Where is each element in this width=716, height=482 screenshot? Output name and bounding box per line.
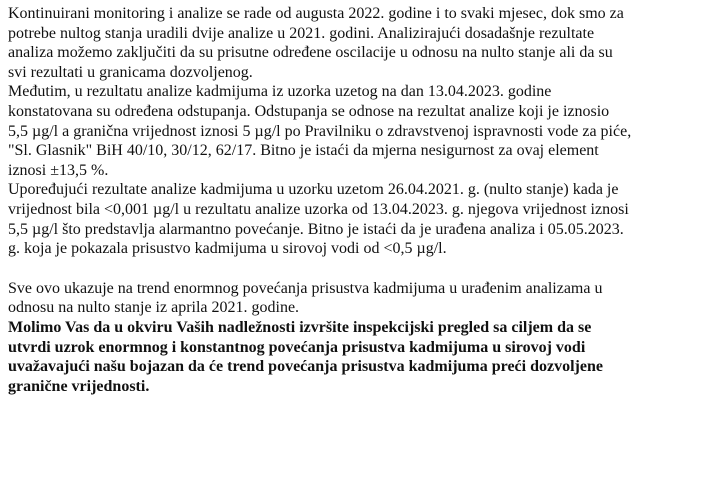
paragraph-trend: Sve ovo ukazuje na trend enormnog povećanja prisustva kadmijuma u urađenim analizama u odnosu na nulto stanje iz aprila 2021. godine. <box>8 279 603 317</box>
paragraph-spacer <box>8 259 710 279</box>
paragraph-monitoring: Kontinuirani monitoring i analize se rade od augusta 2022. godine i to svaki mjesec, dok smo za potrebe nultog stanja uradili dvije analize u 2021. godini. Analizirajući dosadašnje rezultate analiza možemo zaključiti da su prisutne određene oscilacije u odnosu na nulto stanje ali da su svi rezultati u granicama dozvoljenog. <box>8 5 624 81</box>
paragraph-cadmium-deviation: Međutim, u rezultatu analize kadmijuma iz uzorka uzetog na dan 13.04.2023. godine konstatovana su određena odstupanja. Odstupanja se odnose na rezultat analize koji je iznosio 5,5 µg/l a granična vrijednost iznosi 5 µg/l po Pravilniku o zdravstvenoj ispravnosti vode za piće, "Sl. Glasnik" BiH 40/10, 30/12, 62/17. Bitno je istaći da mjerna nesigurnost za ovaj element iznosi ±13,5 %. <box>8 83 632 179</box>
document-body <box>8 4 710 396</box>
paragraph-comparison: Upoređujući rezultate analize kadmijuma u uzorku uzetom 26.04.2021. g. (nulto stanje) kada je vrijednost bila <0,001 µg/l u rezultatu analize uzorka od 13.04.2023. g. njegova vrijednost iznosi 5,5 µg/l što predstavlja alarmantno povećanje. Bitno je istaći da je urađena analiza i 05.05.2023. g. koja je pokazala prisustvo kadmijuma u sirovoj vodi od <0,5 µg/l. <box>8 181 629 258</box>
paragraph-inspection-request: Molimo Vas da u okviru Vaših nadležnosti izvršite inspekcijski pregled sa ciljem da se utvrdi uzrok enormnog i konstantnog povećanja prisustva kadmijuma u sirovoj vodi uvažavajući našu bojazan da će trend povećanja prisustva kadmijuma preći dozvoljene granične vrijednosti. <box>8 318 603 395</box>
